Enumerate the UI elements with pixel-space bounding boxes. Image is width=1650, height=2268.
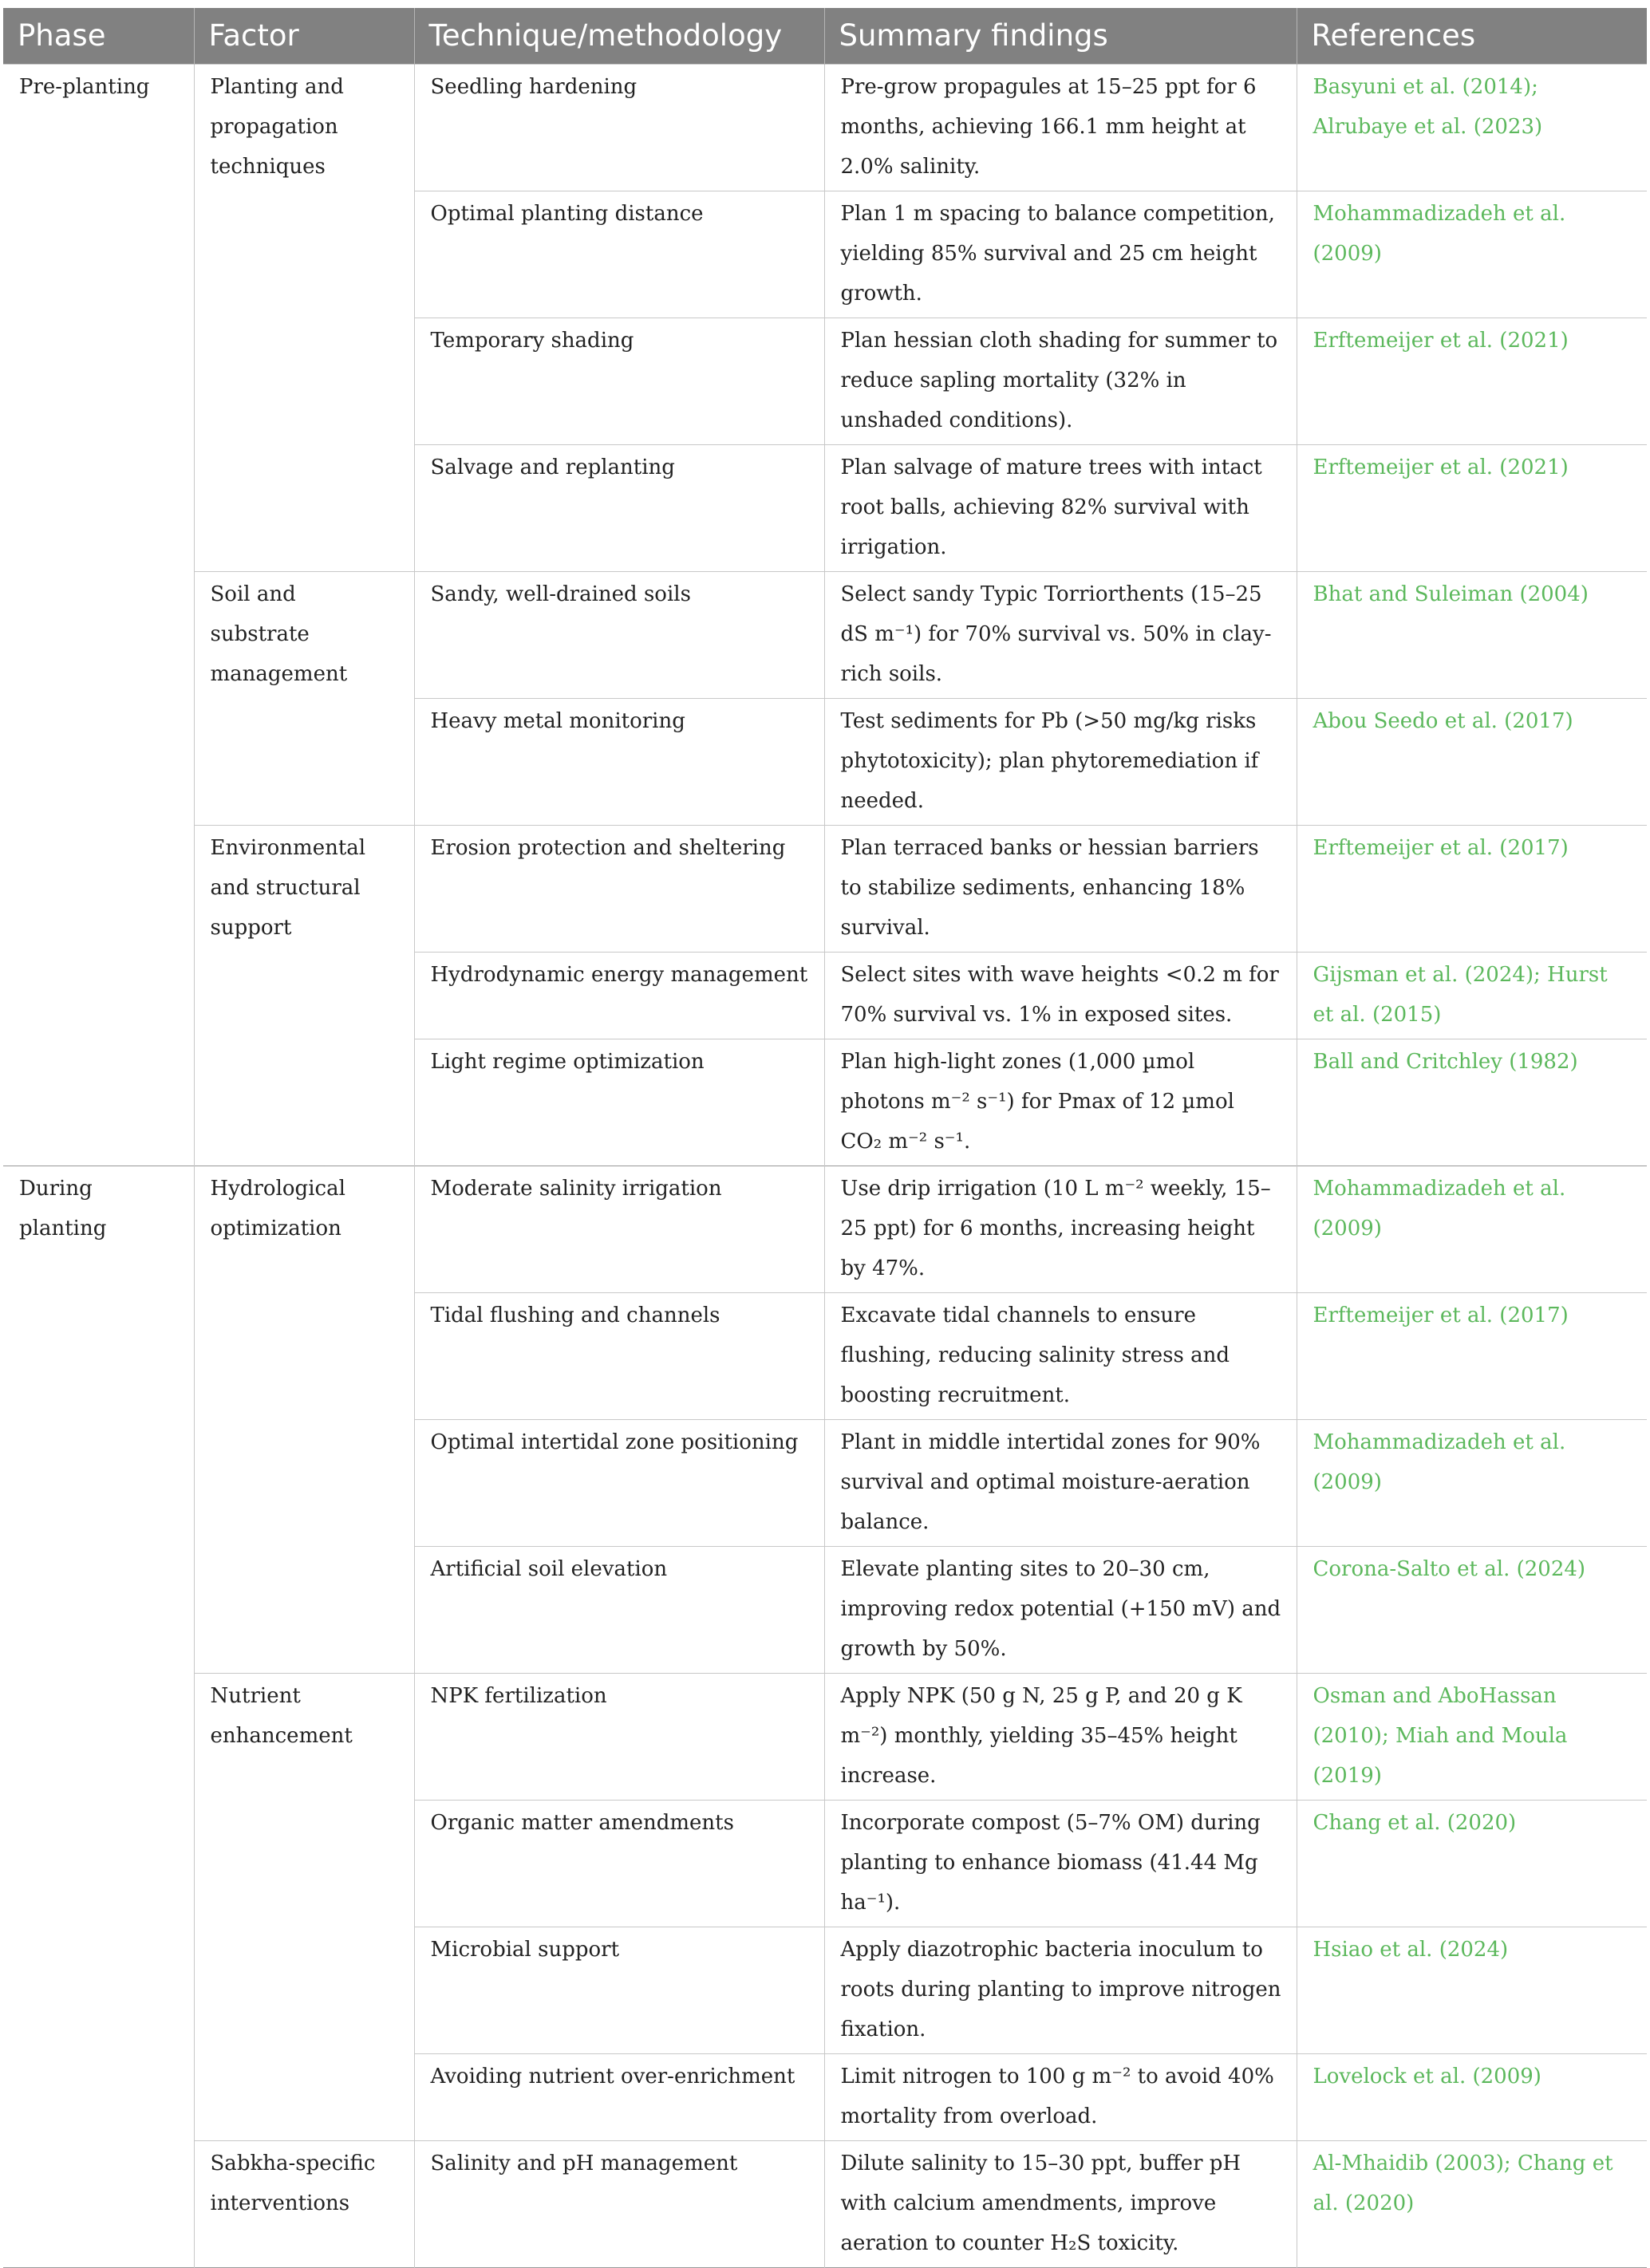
phase-cell bbox=[3, 953, 194, 1039]
technique-cell: Temporary shading bbox=[414, 318, 824, 445]
factor-cell: Soil and substrate management bbox=[194, 572, 414, 699]
header-technique: Technique/methodology bbox=[414, 8, 824, 65]
header-row bbox=[3, 8, 1647, 65]
factor-cell bbox=[194, 445, 414, 572]
summary-cell: Select sites with wave heights <0.2 m for 70% survival vs. 1% in exposed sites. bbox=[824, 953, 1297, 1039]
table-row bbox=[3, 826, 1647, 953]
factor-cell: Hydrological optimization bbox=[194, 1166, 414, 1293]
factor-cell bbox=[194, 318, 414, 445]
phase-cell bbox=[3, 2141, 194, 2268]
phase-cell bbox=[3, 1547, 194, 1674]
references-cell[interactable]: Ball and Critchley (1982) bbox=[1297, 1039, 1647, 1166]
references-cell[interactable]: Erftemeijer et al. (2017) bbox=[1297, 1293, 1647, 1420]
technique-cell: Erosion protection and sheltering bbox=[414, 826, 824, 953]
summary-cell: Test sediments for Pb (>50 mg/kg risks phytotoxicity); plan phytoremediation if needed. bbox=[824, 699, 1297, 826]
summary-cell: Limit nitrogen to 100 g m⁻² to avoid 40% mortality from overload. bbox=[824, 2054, 1297, 2141]
phase-cell bbox=[3, 572, 194, 699]
references-cell[interactable]: Hsiao et al. (2024) bbox=[1297, 1927, 1647, 2054]
summary-cell: Use drip irrigation (10 L m⁻² weekly, 15–25 ppt) for 6 months, increasing height by 47%. bbox=[824, 1166, 1297, 1293]
technique-cell: Heavy metal monitoring bbox=[414, 699, 824, 826]
technique-cell: Optimal planting distance bbox=[414, 191, 824, 318]
table-row bbox=[3, 1927, 1647, 2054]
references-cell[interactable]: Abou Seedo et al. (2017) bbox=[1297, 699, 1647, 826]
references-cell[interactable]: Mohammadizadeh et al. (2009) bbox=[1297, 191, 1647, 318]
factor-cell bbox=[194, 1547, 414, 1674]
table-row bbox=[3, 699, 1647, 826]
technique-cell: Salvage and replanting bbox=[414, 445, 824, 572]
technique-cell: Sandy, well-drained soils bbox=[414, 572, 824, 699]
factor-cell bbox=[194, 1039, 414, 1166]
factor-cell bbox=[194, 1420, 414, 1547]
factor-cell: Planting and propagation techniques bbox=[194, 65, 414, 191]
technique-cell: Salinity and pH management bbox=[414, 2141, 824, 2268]
references-cell[interactable]: Gijsman et al. (2024); Hurst et al. (2015) bbox=[1297, 953, 1647, 1039]
references-cell[interactable]: Basyuni et al. (2014); Alrubaye et al. (2023) bbox=[1297, 65, 1647, 191]
table-container bbox=[3, 8, 1647, 2268]
technique-cell: Artificial soil elevation bbox=[414, 1547, 824, 1674]
summary-cell: Plan salvage of mature trees with intact root balls, achieving 82% survival with irrigation. bbox=[824, 445, 1297, 572]
references-cell[interactable]: Mohammadizadeh et al. (2009) bbox=[1297, 1166, 1647, 1293]
table-row bbox=[3, 1039, 1647, 1166]
factor-cell bbox=[194, 953, 414, 1039]
summary-cell: Plant in middle intertidal zones for 90% survival and optimal moisture-aeration balance. bbox=[824, 1420, 1297, 1547]
references-cell[interactable]: Erftemeijer et al. (2021) bbox=[1297, 318, 1647, 445]
summary-cell: Dilute salinity to 15–30 ppt, buffer pH with calcium amendments, improve aeration to counter H₂S toxicity. bbox=[824, 2141, 1297, 2268]
factor-cell: Sabkha-specific interventions bbox=[194, 2141, 414, 2268]
technique-cell: Microbial support bbox=[414, 1927, 824, 2054]
phase-cell bbox=[3, 1293, 194, 1420]
header-references: References bbox=[1297, 8, 1647, 65]
factor-cell bbox=[194, 699, 414, 826]
summary-cell: Plan high-light zones (1,000 µmol photons m⁻² s⁻¹) for Pmax of 12 µmol CO₂ m⁻² s⁻¹. bbox=[824, 1039, 1297, 1166]
summary-cell: Elevate planting sites to 20–30 cm, improving redox potential (+150 mV) and growth by 50%. bbox=[824, 1547, 1297, 1674]
header-summary: Summary findings bbox=[824, 8, 1297, 65]
phase-cell: Pre-planting bbox=[3, 65, 194, 191]
technique-cell: Tidal flushing and channels bbox=[414, 1293, 824, 1420]
technique-cell: Seedling hardening bbox=[414, 65, 824, 191]
table-row bbox=[3, 1293, 1647, 1420]
table-row bbox=[3, 1166, 1647, 1293]
references-cell[interactable]: Chang et al. (2020) bbox=[1297, 1801, 1647, 1927]
summary-cell: Select sandy Typic Torriorthents (15–25 dS m⁻¹) for 70% survival vs. 50% in clay-rich soils. bbox=[824, 572, 1297, 699]
technique-cell: Moderate salinity irrigation bbox=[414, 1166, 824, 1293]
summary-cell: Plan terraced banks or hessian barriers to stabilize sediments, enhancing 18% survival. bbox=[824, 826, 1297, 953]
table-body bbox=[3, 65, 1647, 2268]
summary-cell: Excavate tidal channels to ensure flushing, reducing salinity stress and boosting recruitment. bbox=[824, 1293, 1297, 1420]
summary-cell: Plan 1 m spacing to balance competition, yielding 85% survival and 25 cm height growth. bbox=[824, 191, 1297, 318]
summary-cell: Apply NPK (50 g N, 25 g P, and 20 g K m⁻²) monthly, yielding 35–45% height increase. bbox=[824, 1674, 1297, 1801]
table-row bbox=[3, 65, 1647, 191]
header-phase: Phase bbox=[3, 8, 194, 65]
phase-cell bbox=[3, 191, 194, 318]
summary-cell: Pre-grow propagules at 15–25 ppt for 6 months, achieving 166.1 mm height at 2.0% salinity. bbox=[824, 65, 1297, 191]
phase-cell bbox=[3, 445, 194, 572]
phase-cell bbox=[3, 826, 194, 953]
data-table bbox=[3, 8, 1647, 2268]
technique-cell: Light regime optimization bbox=[414, 1039, 824, 1166]
factor-cell bbox=[194, 2054, 414, 2141]
references-cell[interactable]: Bhat and Suleiman (2004) bbox=[1297, 572, 1647, 699]
phase-cell bbox=[3, 1927, 194, 2054]
summary-cell: Apply diazotrophic bacteria inoculum to roots during planting to improve nitrogen fixation. bbox=[824, 1927, 1297, 2054]
phase-cell bbox=[3, 1039, 194, 1166]
phase-cell bbox=[3, 1674, 194, 1801]
table-row bbox=[3, 1547, 1647, 1674]
table-row bbox=[3, 572, 1647, 699]
table-row bbox=[3, 2054, 1647, 2141]
references-cell[interactable]: Erftemeijer et al. (2021) bbox=[1297, 445, 1647, 572]
technique-cell: NPK fertilization bbox=[414, 1674, 824, 1801]
references-cell[interactable]: Osman and AboHassan (2010); Miah and Moula (2019) bbox=[1297, 1674, 1647, 1801]
technique-cell: Optimal intertidal zone positioning bbox=[414, 1420, 824, 1547]
factor-cell bbox=[194, 1927, 414, 2054]
phase-cell: During planting bbox=[3, 1166, 194, 1293]
table-row bbox=[3, 1801, 1647, 1927]
technique-cell: Organic matter amendments bbox=[414, 1801, 824, 1927]
factor-cell bbox=[194, 1293, 414, 1420]
references-cell[interactable]: Mohammadizadeh et al. (2009) bbox=[1297, 1420, 1647, 1547]
table-row bbox=[3, 318, 1647, 445]
phase-cell bbox=[3, 2054, 194, 2141]
table-row bbox=[3, 2141, 1647, 2268]
factor-cell: Nutrient enhancement bbox=[194, 1674, 414, 1801]
references-cell[interactable]: Erftemeijer et al. (2017) bbox=[1297, 826, 1647, 953]
factor-cell bbox=[194, 191, 414, 318]
references-cell[interactable]: Corona-Salto et al. (2024) bbox=[1297, 1547, 1647, 1674]
header-factor: Factor bbox=[194, 8, 414, 65]
phase-cell bbox=[3, 318, 194, 445]
factor-cell: Environmental and structural support bbox=[194, 826, 414, 953]
phase-cell bbox=[3, 699, 194, 826]
technique-cell: Avoiding nutrient over-enrichment bbox=[414, 2054, 824, 2141]
phase-cell bbox=[3, 1801, 194, 1927]
references-cell[interactable]: Al-Mhaidib (2003); Chang et al. (2020) bbox=[1297, 2141, 1647, 2268]
summary-cell: Plan hessian cloth shading for summer to reduce sapling mortality (32% in unshaded conditions). bbox=[824, 318, 1297, 445]
table-row bbox=[3, 445, 1647, 572]
summary-cell: Incorporate compost (5–7% OM) during planting to enhance biomass (41.44 Mg ha⁻¹). bbox=[824, 1801, 1297, 1927]
table-row bbox=[3, 1420, 1647, 1547]
phase-cell bbox=[3, 1420, 194, 1547]
factor-cell bbox=[194, 1801, 414, 1927]
table-row bbox=[3, 1674, 1647, 1801]
table-row bbox=[3, 191, 1647, 318]
table-header bbox=[3, 8, 1647, 65]
table-row bbox=[3, 953, 1647, 1039]
technique-cell: Hydrodynamic energy management bbox=[414, 953, 824, 1039]
references-cell[interactable]: Lovelock et al. (2009) bbox=[1297, 2054, 1647, 2141]
